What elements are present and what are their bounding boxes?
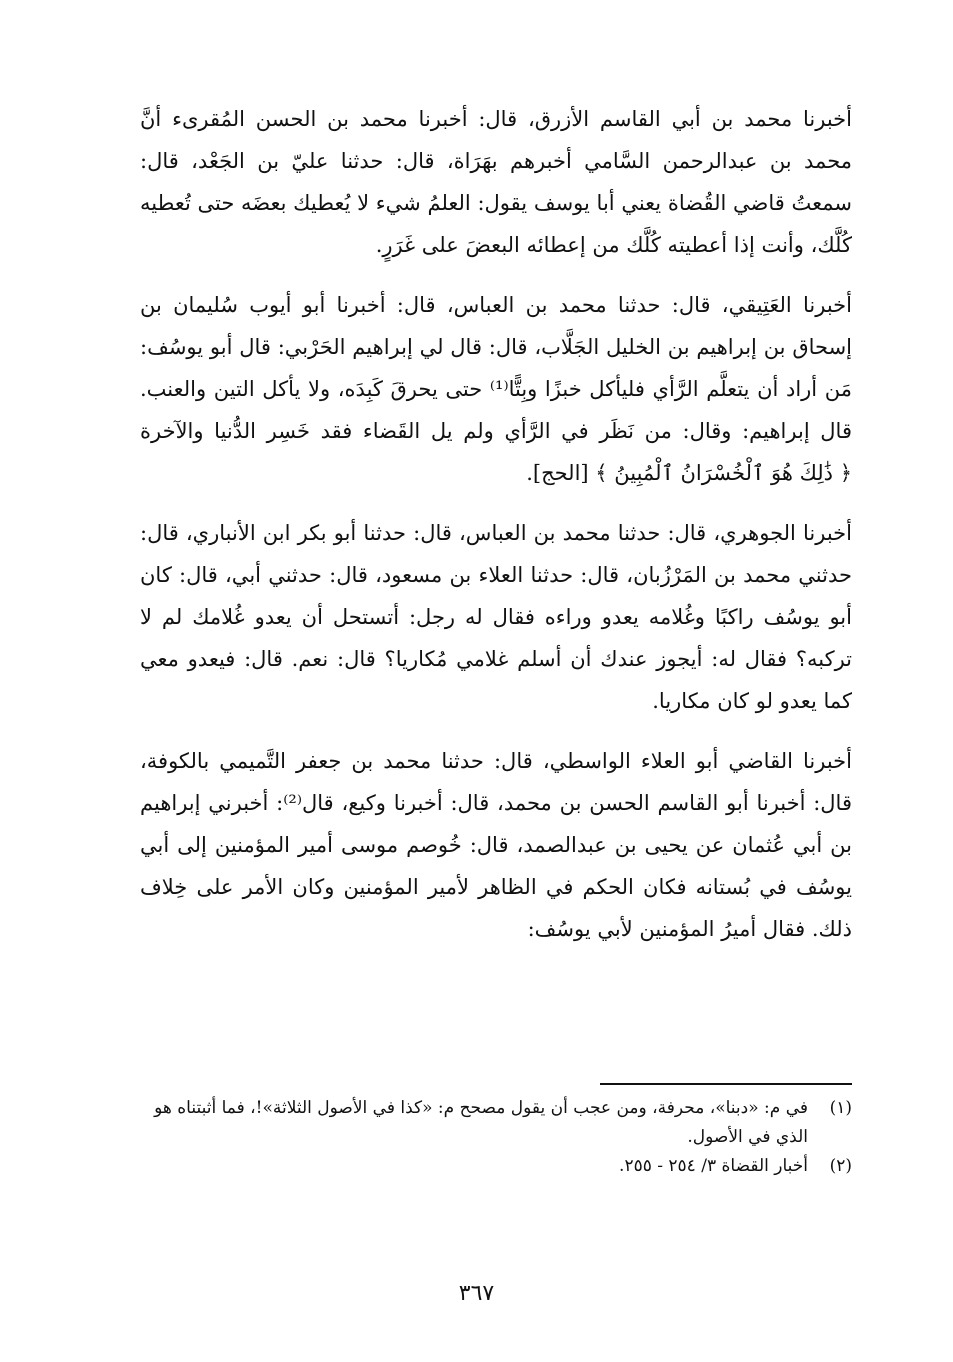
footnote-1-text: في م: «دبنا»، محرفة، ومن عجب أن يقول مصحح م: «كذا في الأصول الثلاثة»!، فما أثبتناه هو الذي في الأصول. (154, 1098, 808, 1147)
paragraph-4 (140, 740, 852, 950)
footnote-2-text: أخبار القضاة ٣/ ٢٥٤ - ٢٥٥. (619, 1156, 808, 1176)
paragraph-3-text: أخبرنا الجوهري، قال: حدثنا محمد بن العباس، قال: حدثنا أبو بكر ابن الأنباري، قال: حدثني محمد بن المَرْزُبان، قال: حدثنا العلاء بن مسعود، قال: حدثني أبي، قال: كان أبو يوسُف راكبًا وغُلامه يعدو وراءه فقال له رجل: أتستحل أن يعدو غُلامك لم لا تركبه؟ فقال له: أيجوز عندك أن أسلم غلامي مُكاريا؟ قال: نعم. قال: فيعدو معي كما يعدو لو كان مكاريا. (140, 521, 852, 713)
paragraph-2-text: أخبرنا العَتِيقي، قال: حدثنا محمد بن العباس، قال: أخبرنا أبو أيوب سُليمان بن إسحاق بن إبراهيم بن الخليل الجَلَّاب، قال: قال لي إبراهيم الحَرْبي: قال أبو يوسُف: مَن أراد أن يتعلَّم الرَّأي فليأكل خبزًا وبِتًّا⁽¹⁾ حتى يحرقَ كَبِدَه، ولا يأكل التين والعنب. قال إبراهيم: وقال: من نَظَر في الرَّأي ولم يل القَضاء فقد خَسِر الدُّنيا والآخرة (140, 293, 852, 443)
paragraph-1-text: أخبرنا محمد بن أبي القاسم الأزرق، قال: أخبرنا محمد بن الحسن المُقرىء أنَّ محمد بن عبدالرحمن السَّامي أخبرهم بهَرَاة، قال: حدثنا عليّ بن الجَعْد، قال: سمعتُ قاضي القُضاة يعني أبا يوسف يقول: العلمُ شيء لا يُعطيك بعضَه حتى تُعطيه كُلَّك، وأنت إذا أعطيته كُلَّك من إعطائه البعضَ على غَرَرٍ. (140, 107, 852, 257)
footnote-separator (600, 1083, 852, 1085)
surah-reference: [الحج]. (526, 461, 589, 485)
footnotes (140, 1094, 852, 1181)
paragraph-4-text: أخبرنا القاضي أبو العلاء الواسطي، قال: حدثنا محمد بن جعفر التَّميمي بالكوفة، قال: أخبرنا أبو القاسم الحسن بن محمد، قال: أخبرنا وكيع، قال⁽²⁾: أخبرني إبراهيم بن أبي عُثمان عن يحيى بن عبدالصمد، قال: خُوصم موسى أمير المؤمنين إلى أبي يوسُف في بُستانه فكان الحكم في الظاهر لأمير المؤمنين وكان الأمر على خِلاف ذلك. فقال أميرُ المؤمنين لأبي يوسُف: (140, 749, 852, 941)
footnote-2-number: (٢) (829, 1156, 852, 1176)
footnote-1-number: (١) (829, 1098, 852, 1118)
page-number: ٣٦٧ (458, 1281, 495, 1306)
footnote-2 (140, 1152, 852, 1181)
paragraph-2 (140, 284, 852, 494)
footnote-1 (140, 1094, 852, 1152)
paragraph-3 (140, 512, 852, 722)
paragraph-1 (140, 98, 852, 266)
quran-verse: ﴿ ذَٰلِكَ هُوَ ٱلْخُسْرَانُ ٱلْمُبِينُ ﴾ (595, 461, 852, 485)
main-text (140, 98, 852, 968)
